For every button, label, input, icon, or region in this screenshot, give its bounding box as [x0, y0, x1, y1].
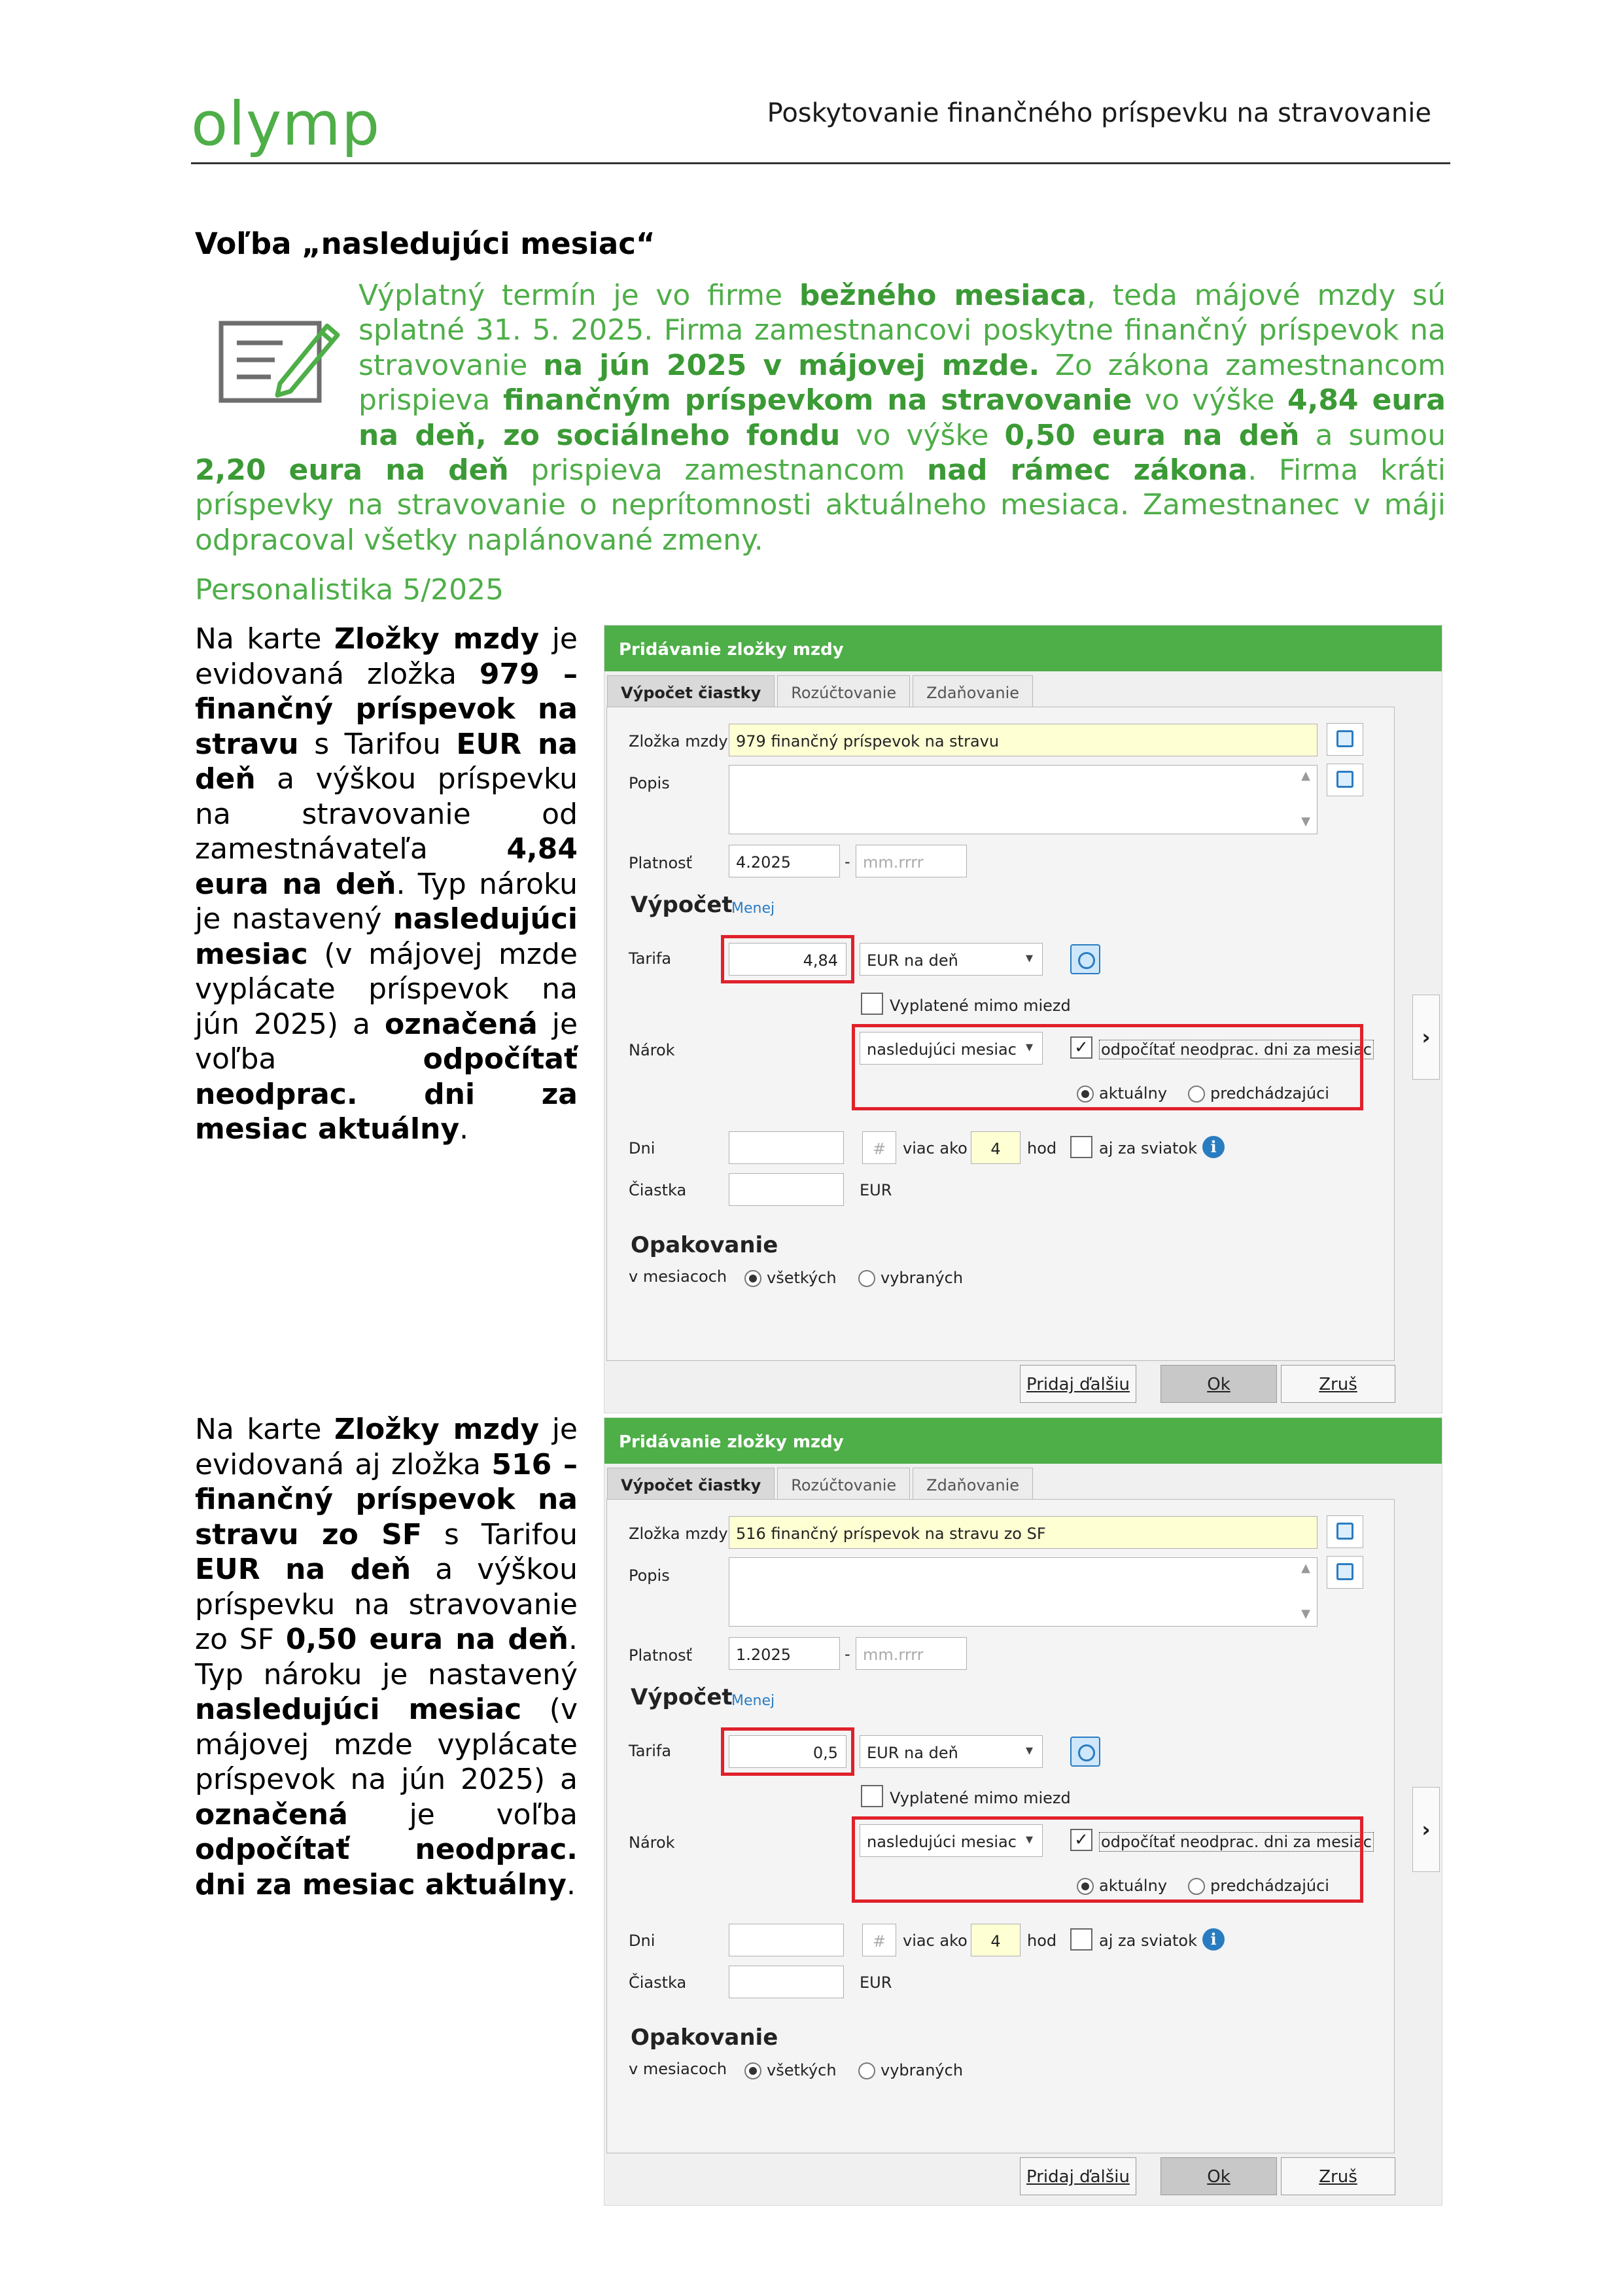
dialog-title: Pridávanie zložky mzdy: [604, 626, 1442, 671]
hod-label: hod: [1027, 1932, 1057, 1950]
scroll-up-icon[interactable]: ▲: [1301, 1561, 1310, 1575]
vyplatene-label: Vyplatené mimo miezd: [890, 1789, 1071, 1807]
menej-link[interactable]: Menej: [731, 900, 775, 917]
hod-label: hod: [1027, 1139, 1057, 1157]
ciastka-unit: EUR: [860, 1181, 892, 1199]
platnost-from-input[interactable]: 1.2025: [729, 1637, 840, 1670]
hod-input[interactable]: 4: [971, 1924, 1021, 1956]
popis-label: Popis: [629, 774, 670, 792]
info-icon[interactable]: i: [1202, 1136, 1225, 1158]
platnost-label: Platnosť: [629, 854, 693, 872]
ciastka-input[interactable]: [729, 1173, 844, 1206]
dialog-tabs: [607, 1468, 1036, 1500]
hash-field[interactable]: #: [862, 1131, 896, 1164]
vybranych-label: vybraných: [881, 2061, 964, 2079]
narok-select[interactable]: nasledujúci mesiac ▾: [860, 1824, 1043, 1857]
odpocitat-label: odpočítať neodprac. dni za mesiac: [1099, 1040, 1374, 1059]
dialog-zlozka-979: [604, 625, 1442, 1413]
zlozka-label: Zložka mzdy: [629, 732, 728, 751]
zlozka-input[interactable]: 979 finančný príspevok na stravu: [729, 724, 1318, 756]
calculator-icon[interactable]: [1070, 1737, 1100, 1767]
tab-zdanovanie[interactable]: Zdaňovanie: [913, 1468, 1033, 1500]
tarifa-input[interactable]: 0,5: [729, 1735, 846, 1768]
predchadzajuci-label: predchádzajúci: [1210, 1877, 1329, 1895]
info-icon[interactable]: i: [1202, 1928, 1225, 1951]
vsetkych-radio[interactable]: [744, 2062, 761, 2079]
zrus-button[interactable]: Zruš: [1281, 2157, 1395, 2195]
tarifa-label: Tarifa: [629, 949, 672, 968]
intro-paragraph: Výplatný termín je vo firme bežného mesiaca, teda májové mzdy sú splatné 31. 5. 2025. Firma zamestnancovi poskytne finančný príspevok na stravovanie na jún 2025 v májovej mzde. Zo zákona zamestnancom prispieva finančným príspevkom na stravovanie vo výške 4,84 eura na deň, zo sociálneho fondu vo výške 0,50 eura na deň a sumou 2,20 eura na deň prispieva zamestnancom nad rámec zákona. Firma kráti príspevky na stravovanie o neprítomnosti aktuálneho mesiaca. Zamestnanec v máji odpracoval všetky naplánované zmeny.: [195, 279, 1446, 557]
vyplatene-checkbox[interactable]: [861, 1785, 883, 1807]
vsetkych-label: všetkých: [767, 2061, 837, 2079]
platnost-to-input[interactable]: mm.rrrr: [856, 1637, 967, 1670]
tarifa-highlight: [721, 935, 854, 983]
dni-input[interactable]: [729, 1924, 844, 1956]
section-title: Voľba „nasledujúci mesiac“: [195, 226, 655, 261]
platnost-separator: -: [845, 853, 850, 871]
odpocitat-checkbox[interactable]: ✓: [1070, 1829, 1092, 1851]
viac-ako-label: viac ako: [903, 1932, 968, 1950]
popis-lookup-button[interactable]: [1327, 1556, 1363, 1589]
sviatok-checkbox[interactable]: [1070, 1136, 1092, 1158]
sviatok-label: aj za sviatok: [1099, 1139, 1198, 1157]
narok-highlight: [852, 1816, 1363, 1903]
dni-label: Dni: [629, 1932, 655, 1950]
pridaj-dalsiu-button[interactable]: Pridaj ďalšiu: [1020, 1365, 1136, 1403]
lookup-icon: [1336, 730, 1353, 747]
tab-vypocet-ciastky[interactable]: Výpočet čiastky: [607, 1468, 775, 1500]
vypocet-heading: Výpočet: [631, 892, 733, 918]
paragraph-979: Na karte Zložky mzdy je evidovaná zložka 979 – finančný príspevok na stravu s Tarifou EUR na deň a výškou príspevku na stravovanie od zamestnávateľa 4,84 eura na deň. Typ nároku je nastavený nasledujúci mesiac (v májovej mzde vyplácate príspevok na jún 2025) a označená je voľba odpočítať neodprac. dni za mesiac aktuálny.: [195, 622, 578, 1146]
opakovanie-heading: Opakovanie: [631, 2024, 778, 2051]
platnost-label: Platnosť: [629, 1646, 693, 1665]
vybranych-label: vybraných: [881, 1269, 964, 1287]
sviatok-checkbox[interactable]: [1070, 1928, 1092, 1951]
lookup-icon: [1336, 771, 1353, 788]
platnost-separator: -: [845, 1645, 850, 1663]
aktualny-label: aktuálny: [1099, 1084, 1168, 1103]
aktualny-label: aktuálny: [1099, 1877, 1168, 1895]
calculator-icon[interactable]: [1070, 944, 1100, 974]
platnost-to-input[interactable]: mm.rrrr: [856, 845, 967, 877]
dialog-tabs: [607, 675, 1036, 708]
odpocitat-checkbox[interactable]: ✓: [1070, 1036, 1092, 1059]
ciastka-unit: EUR: [860, 1973, 892, 1992]
predchadzajuci-label: predchádzajúci: [1210, 1084, 1329, 1103]
tarifa-input[interactable]: 4,84: [729, 943, 846, 976]
tab-zdanovanie[interactable]: Zdaňovanie: [913, 675, 1033, 708]
vyplatene-label: Vyplatené mimo miezd: [890, 997, 1071, 1015]
lookup-icon: [1336, 1523, 1353, 1540]
tab-vypocet-ciastky[interactable]: Výpočet čiastky: [607, 675, 775, 708]
viac-ako-label: viac ako: [903, 1139, 968, 1157]
expand-arrow-button[interactable]: ›: [1412, 995, 1440, 1080]
header-title: Poskytovanie finančného príspevku na stravovanie: [767, 98, 1431, 128]
olymp-logo: olymp: [191, 89, 381, 159]
opakovanie-heading: Opakovanie: [631, 1232, 778, 1258]
zlozka-lookup-button[interactable]: [1327, 1515, 1363, 1548]
tab-rozuctovanie[interactable]: Rozúčtovanie: [777, 675, 910, 708]
sviatok-label: aj za sviatok: [1099, 1932, 1198, 1950]
popis-textarea[interactable]: [729, 765, 1318, 834]
calculation-panel: [606, 1499, 1395, 2153]
vybranych-radio[interactable]: [858, 1270, 875, 1287]
narok-label: Nárok: [629, 1041, 675, 1059]
vypocet-heading: Výpočet: [631, 1684, 733, 1710]
v-mesiacoch-label: v mesiacoch: [629, 2060, 727, 2078]
menej-link[interactable]: Menej: [731, 1693, 775, 1709]
hod-input[interactable]: 4: [971, 1131, 1021, 1164]
dni-label: Dni: [629, 1139, 655, 1157]
vyplatene-checkbox[interactable]: [861, 993, 883, 1015]
platnost-from-input[interactable]: 4.2025: [729, 845, 840, 877]
pridaj-dalsiu-button[interactable]: Pridaj ďalšiu: [1020, 2157, 1136, 2195]
ciastka-label: Čiastka: [629, 1973, 687, 1992]
tarifa-unit-select[interactable]: EUR na deň ▾: [860, 943, 1043, 976]
narok-highlight: [852, 1024, 1363, 1110]
narok-select[interactable]: nasledujúci mesiac ▾: [860, 1032, 1043, 1065]
dialog-title: Pridávanie zložky mzdy: [604, 1418, 1442, 1464]
tarifa-highlight: [721, 1727, 854, 1776]
subheading: Personalistika 5/2025: [195, 573, 504, 607]
popis-label: Popis: [629, 1566, 670, 1585]
ok-button[interactable]: Ok: [1161, 2157, 1277, 2195]
vsetkych-label: všetkých: [767, 1269, 837, 1287]
zlozka-input[interactable]: 516 finančný príspevok na stravu zo SF: [729, 1516, 1318, 1549]
tarifa-label: Tarifa: [629, 1742, 672, 1760]
ciastka-input[interactable]: [729, 1966, 844, 1998]
vsetkych-radio[interactable]: [744, 1270, 761, 1287]
hash-field[interactable]: #: [862, 1924, 896, 1956]
zlozka-lookup-button[interactable]: [1327, 723, 1363, 756]
narok-label: Nárok: [629, 1833, 675, 1852]
tarifa-unit-select[interactable]: EUR na deň ▾: [860, 1735, 1043, 1768]
dni-input[interactable]: [729, 1131, 844, 1164]
scroll-down-icon[interactable]: ▼: [1301, 815, 1310, 828]
odpocitat-label: odpočítať neodprac. dni za mesiac: [1099, 1832, 1374, 1852]
popis-textarea[interactable]: [729, 1557, 1318, 1627]
vybranych-radio[interactable]: [858, 2062, 875, 2079]
ok-button[interactable]: Ok: [1161, 1365, 1277, 1403]
expand-arrow-button[interactable]: ›: [1412, 1787, 1440, 1872]
scroll-up-icon[interactable]: ▲: [1301, 769, 1310, 783]
lookup-icon: [1336, 1563, 1353, 1580]
popis-lookup-button[interactable]: [1327, 764, 1363, 796]
v-mesiacoch-label: v mesiacoch: [629, 1267, 727, 1286]
header-divider: [191, 162, 1450, 164]
calculation-panel: [606, 707, 1395, 1361]
zrus-button[interactable]: Zruš: [1281, 1365, 1395, 1403]
paragraph-516: Na karte Zložky mzdy je evidovaná aj zložka 516 – finančný príspevok na stravu zo SF s Tarifou EUR na deň a výškou príspevku na stravovanie zo SF 0,50 eura na deň. Typ nároku je nastavený nasledujúci mesiac (v májovej mzde vyplácate príspevok na jún 2025) a označená je voľba odpočítať neodprac. dni za mesiac aktuálny.: [195, 1413, 578, 1901]
tab-rozuctovanie[interactable]: Rozúčtovanie: [777, 1468, 910, 1500]
scroll-down-icon[interactable]: ▼: [1301, 1607, 1310, 1621]
zlozka-label: Zložka mzdy: [629, 1525, 728, 1543]
dialog-zlozka-516: [604, 1417, 1442, 2206]
ciastka-label: Čiastka: [629, 1181, 687, 1199]
